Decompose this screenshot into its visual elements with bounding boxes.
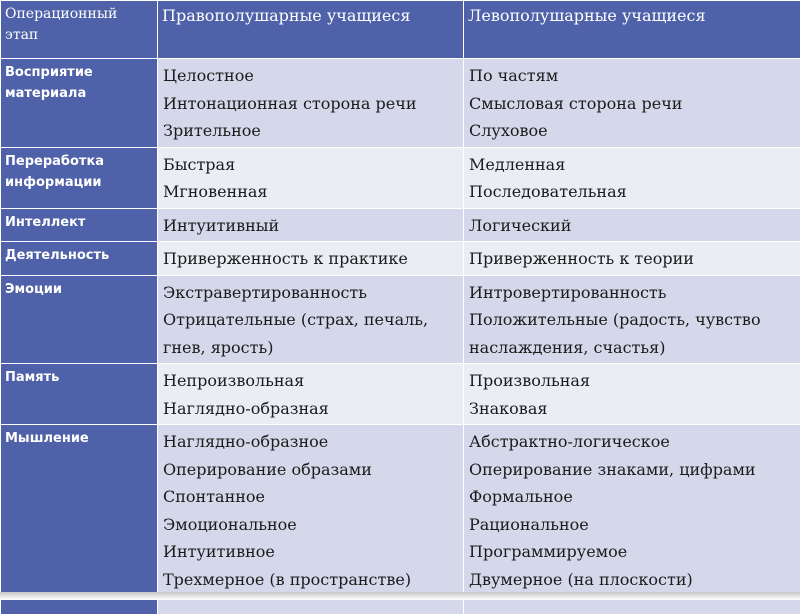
left-hemisphere-cell-line: Последовательная — [469, 178, 796, 206]
table-header-row — [1, 1, 800, 59]
right-hemisphere-cell-line: Трехмерное (в пространстве) — [163, 566, 459, 594]
table-shadow — [0, 592, 800, 600]
left-hemisphere-cell-line: Программируемое — [469, 538, 796, 566]
table-body — [1, 59, 800, 615]
left-hemisphere-cell-line: Рациональное — [469, 511, 796, 539]
table-row — [1, 425, 800, 615]
left-hemisphere-cell-line: Положительные (радость, чувство — [469, 306, 796, 334]
right-hemisphere-cell-line: Оперирование образами — [163, 456, 459, 484]
right-hemisphere-cell-line: Эмоциональное — [163, 511, 459, 539]
header-right-hemisphere: Правополушарные учащиеся — [158, 1, 464, 59]
right-hemisphere-cell-line: Зрительное — [163, 117, 459, 145]
right-hemisphere-cell — [158, 242, 464, 276]
right-hemisphere-cell-line: гнев, ярость) — [163, 334, 459, 362]
table-row — [1, 208, 800, 242]
stage-cell — [1, 425, 158, 615]
left-hemisphere-cell-line: Интровертированность — [469, 279, 796, 307]
left-hemisphere-cell — [464, 425, 800, 615]
stage-cell-line: материала — [5, 83, 153, 104]
right-hemisphere-cell-line: Спонтанное — [163, 483, 459, 511]
left-hemisphere-cell-line: Слуховое — [469, 117, 796, 145]
left-hemisphere-cell — [464, 59, 800, 148]
left-hemisphere-cell-line: Приверженность к теории — [469, 245, 796, 273]
table-row — [1, 242, 800, 276]
stage-cell — [1, 275, 158, 364]
right-hemisphere-cell-line: Целостное — [163, 62, 459, 90]
stage-cell-line: Деятельность — [5, 245, 153, 266]
stage-cell-line: Эмоции — [5, 279, 153, 300]
stage-cell — [1, 364, 158, 425]
stage-cell — [1, 242, 158, 276]
stage-cell — [1, 147, 158, 208]
right-hemisphere-cell-line: Приверженность к практике — [163, 245, 459, 273]
stage-cell-line: Переработка — [5, 151, 153, 172]
stage-cell-line: Восприятие — [5, 62, 153, 83]
right-hemisphere-cell-line: Наглядно-образное — [163, 428, 459, 456]
right-hemisphere-cell — [158, 208, 464, 242]
stage-cell-line: Интеллект — [5, 212, 153, 233]
left-hemisphere-cell-line: Смысловая сторона речи — [469, 90, 796, 118]
right-hemisphere-cell — [158, 364, 464, 425]
left-hemisphere-cell — [464, 275, 800, 364]
left-hemisphere-cell — [464, 242, 800, 276]
right-hemisphere-cell-line: Мгновенная — [163, 178, 459, 206]
left-hemisphere-cell — [464, 364, 800, 425]
stage-cell — [1, 59, 158, 148]
left-hemisphere-cell-line: Двумерное (на плоскости) — [469, 566, 796, 594]
right-hemisphere-cell — [158, 425, 464, 615]
left-hemisphere-cell-line: Медленная — [469, 151, 796, 179]
left-hemisphere-cell-line: Знаковая — [469, 395, 796, 423]
stage-cell-line: Мышление — [5, 428, 153, 449]
table-row — [1, 275, 800, 364]
left-hemisphere-cell-line: Формальное — [469, 483, 796, 511]
left-hemisphere-cell-line: По частям — [469, 62, 796, 90]
left-hemisphere-cell — [464, 208, 800, 242]
right-hemisphere-cell-line: Наглядно-образная — [163, 395, 459, 423]
left-hemisphere-cell — [464, 147, 800, 208]
left-hemisphere-cell-line: Логический — [469, 212, 796, 240]
left-hemisphere-cell-line: Абстрактно-логическое — [469, 428, 796, 456]
right-hemisphere-cell-line: Интуитивное — [163, 538, 459, 566]
stage-cell-line: Память — [5, 367, 153, 388]
right-hemisphere-cell-line: Экстравертированность — [163, 279, 459, 307]
table-row — [1, 364, 800, 425]
table-row — [1, 147, 800, 208]
right-hemisphere-cell-line: Отрицательные (страх, печаль, — [163, 306, 459, 334]
right-hemisphere-cell-line: Быстрая — [163, 151, 459, 179]
left-hemisphere-cell-line: наслаждения, счастья) — [469, 334, 796, 362]
header-stage: Операционный этап — [1, 1, 158, 59]
table-row — [1, 59, 800, 148]
right-hemisphere-cell — [158, 275, 464, 364]
header-left-hemisphere: Левополушарные учащиеся — [464, 1, 800, 59]
right-hemisphere-cell-line: Интуитивный — [163, 212, 459, 240]
left-hemisphere-cell-line: Оперирование знаками, цифрами — [469, 456, 796, 484]
stage-cell — [1, 208, 158, 242]
left-hemisphere-cell-line: Произвольная — [469, 367, 796, 395]
right-hemisphere-cell — [158, 147, 464, 208]
right-hemisphere-cell-line: Интонационная сторона речи — [163, 90, 459, 118]
right-hemisphere-cell-line: Непроизвольная — [163, 367, 459, 395]
stage-cell-line: информации — [5, 172, 153, 193]
right-hemisphere-cell — [158, 59, 464, 148]
